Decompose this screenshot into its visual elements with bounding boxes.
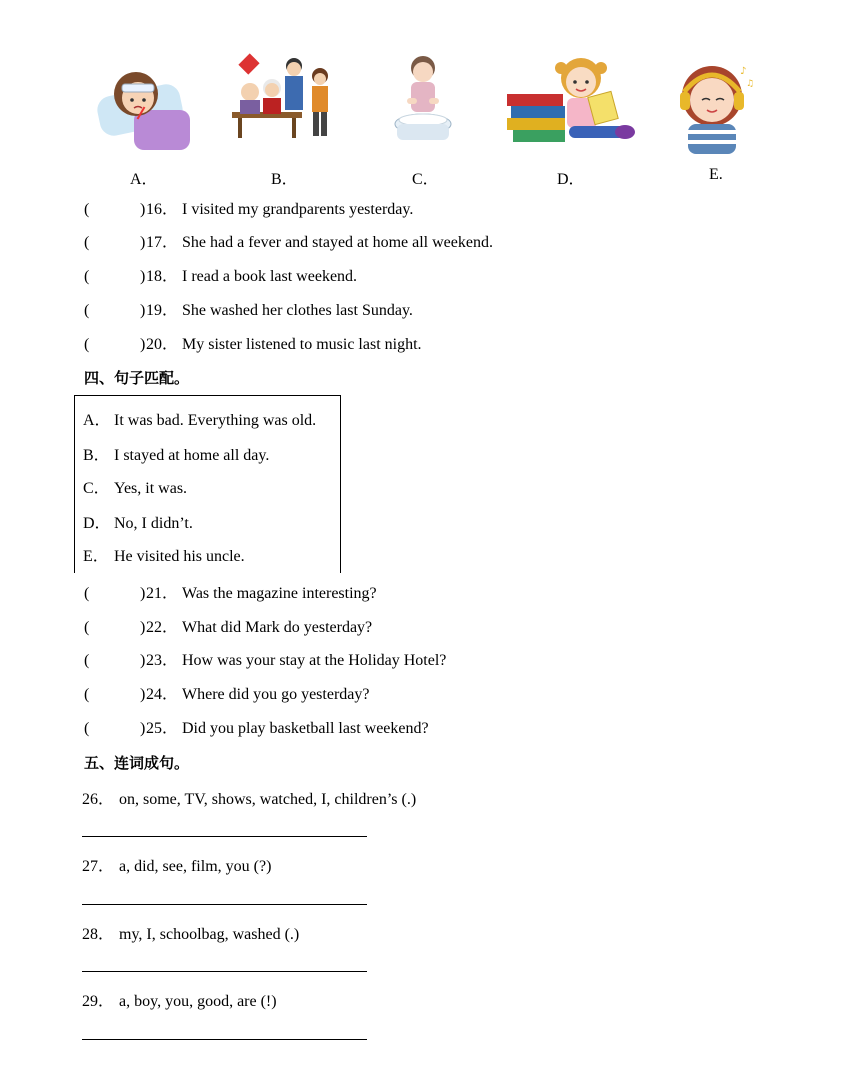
picture-b <box>232 52 338 145</box>
answer-close-paren: ) <box>140 268 146 285</box>
question-number: 22． <box>146 619 179 636</box>
question-number: 19． <box>146 302 179 319</box>
picture-label-a: A． <box>130 171 158 188</box>
question-number: 16． <box>146 201 179 218</box>
question-text: I read a book last weekend. <box>182 268 358 285</box>
picture-d <box>505 52 637 153</box>
option-a <box>83 407 316 430</box>
question-number: 27． <box>82 858 115 875</box>
question-number: 23． <box>146 652 179 669</box>
options-box <box>74 395 341 573</box>
answer-close-paren: ) <box>140 652 146 669</box>
answer-open-paren: ( <box>84 336 90 353</box>
listening-music-icon <box>676 62 756 156</box>
answer-open-paren: ( <box>84 720 90 737</box>
option-b <box>83 442 269 465</box>
answer-open-paren: ( <box>84 619 90 636</box>
question-26 <box>82 786 416 809</box>
option-text: Yes, it was. <box>114 480 188 497</box>
question-29 <box>82 988 277 1011</box>
picture-label-e: E. <box>709 166 723 183</box>
question-27 <box>82 853 271 876</box>
answer-line-26[interactable] <box>82 836 367 837</box>
option-d <box>83 510 193 533</box>
answer-line-28[interactable] <box>82 971 367 972</box>
picture-c <box>393 54 453 153</box>
option-text: I stayed at home all day. <box>114 447 270 464</box>
answer-close-paren: ) <box>140 201 146 218</box>
question-text: on, some, TV, shows, watched, I, children’s (.) <box>119 791 417 808</box>
question-number: 25． <box>146 720 179 737</box>
option-text: No, I didn’t. <box>114 515 193 532</box>
answer-close-paren: ) <box>140 619 146 636</box>
answer-open-paren: ( <box>84 268 90 285</box>
question-text: She had a fever and stayed at home all weekend. <box>182 234 493 251</box>
option-c <box>83 475 187 498</box>
answer-close-paren: ) <box>140 585 146 602</box>
section-5-title: 五、连词成句。 <box>84 754 190 772</box>
svg-text:♪: ♪ <box>740 66 747 77</box>
question-number: 17． <box>146 234 179 251</box>
option-key: C． <box>83 480 110 497</box>
family-visit-icon <box>232 52 338 140</box>
option-key: A． <box>83 412 111 429</box>
question-text: Where did you go yesterday? <box>182 686 370 703</box>
answer-line-29[interactable] <box>82 1039 367 1040</box>
answer-open-paren: ( <box>84 234 90 251</box>
option-e <box>83 543 245 566</box>
option-key: B． <box>83 447 110 464</box>
picture-label-c: C． <box>412 171 439 188</box>
question-text: I visited my grandparents yesterday. <box>182 201 414 218</box>
answer-close-paren: ) <box>140 302 146 319</box>
picture-label-d: D． <box>557 171 585 188</box>
picture-e <box>676 62 756 161</box>
question-text: What did Mark do yesterday? <box>182 619 373 636</box>
answer-close-paren: ) <box>140 686 146 703</box>
option-text: It was bad. Everything was old. <box>114 412 317 429</box>
question-text: She washed her clothes last Sunday. <box>182 302 413 319</box>
question-text: my, I, schoolbag, washed (.) <box>119 926 300 943</box>
question-number: 20． <box>146 336 179 353</box>
question-number: 24． <box>146 686 179 703</box>
option-key: E． <box>83 548 109 565</box>
question-number: 26． <box>82 791 115 808</box>
answer-open-paren: ( <box>84 652 90 669</box>
question-text: Did you play basketball last weekend? <box>182 720 429 737</box>
picture-label-b: B． <box>271 171 298 188</box>
section-4-title: 四、句子匹配。 <box>84 369 190 387</box>
question-text: Was the magazine interesting? <box>182 585 377 602</box>
answer-line-27[interactable] <box>82 904 367 905</box>
picture-a <box>94 62 194 159</box>
answer-open-paren: ( <box>84 686 90 703</box>
question-text: My sister listened to music last night. <box>182 336 422 353</box>
question-number: 28． <box>82 926 115 943</box>
option-text: He visited his uncle. <box>114 548 245 565</box>
question-number: 29． <box>82 993 115 1010</box>
answer-open-paren: ( <box>84 201 90 218</box>
reading-girl-icon <box>505 52 637 148</box>
question-text: How was your stay at the Holiday Hotel? <box>182 652 447 669</box>
sick-girl-icon <box>94 62 194 154</box>
question-number: 21． <box>146 585 179 602</box>
answer-close-paren: ) <box>140 336 146 353</box>
answer-close-paren: ) <box>140 720 146 737</box>
answer-open-paren: ( <box>84 585 90 602</box>
option-key: D． <box>83 515 111 532</box>
answer-close-paren: ) <box>140 234 146 251</box>
question-28 <box>82 921 299 944</box>
question-text: a, did, see, film, you (?) <box>119 858 272 875</box>
answer-open-paren: ( <box>84 302 90 319</box>
svg-text:♫: ♫ <box>746 79 755 89</box>
washing-clothes-icon <box>393 54 453 148</box>
question-number: 18． <box>146 268 179 285</box>
question-text: a, boy, you, good, are (!) <box>119 993 277 1010</box>
